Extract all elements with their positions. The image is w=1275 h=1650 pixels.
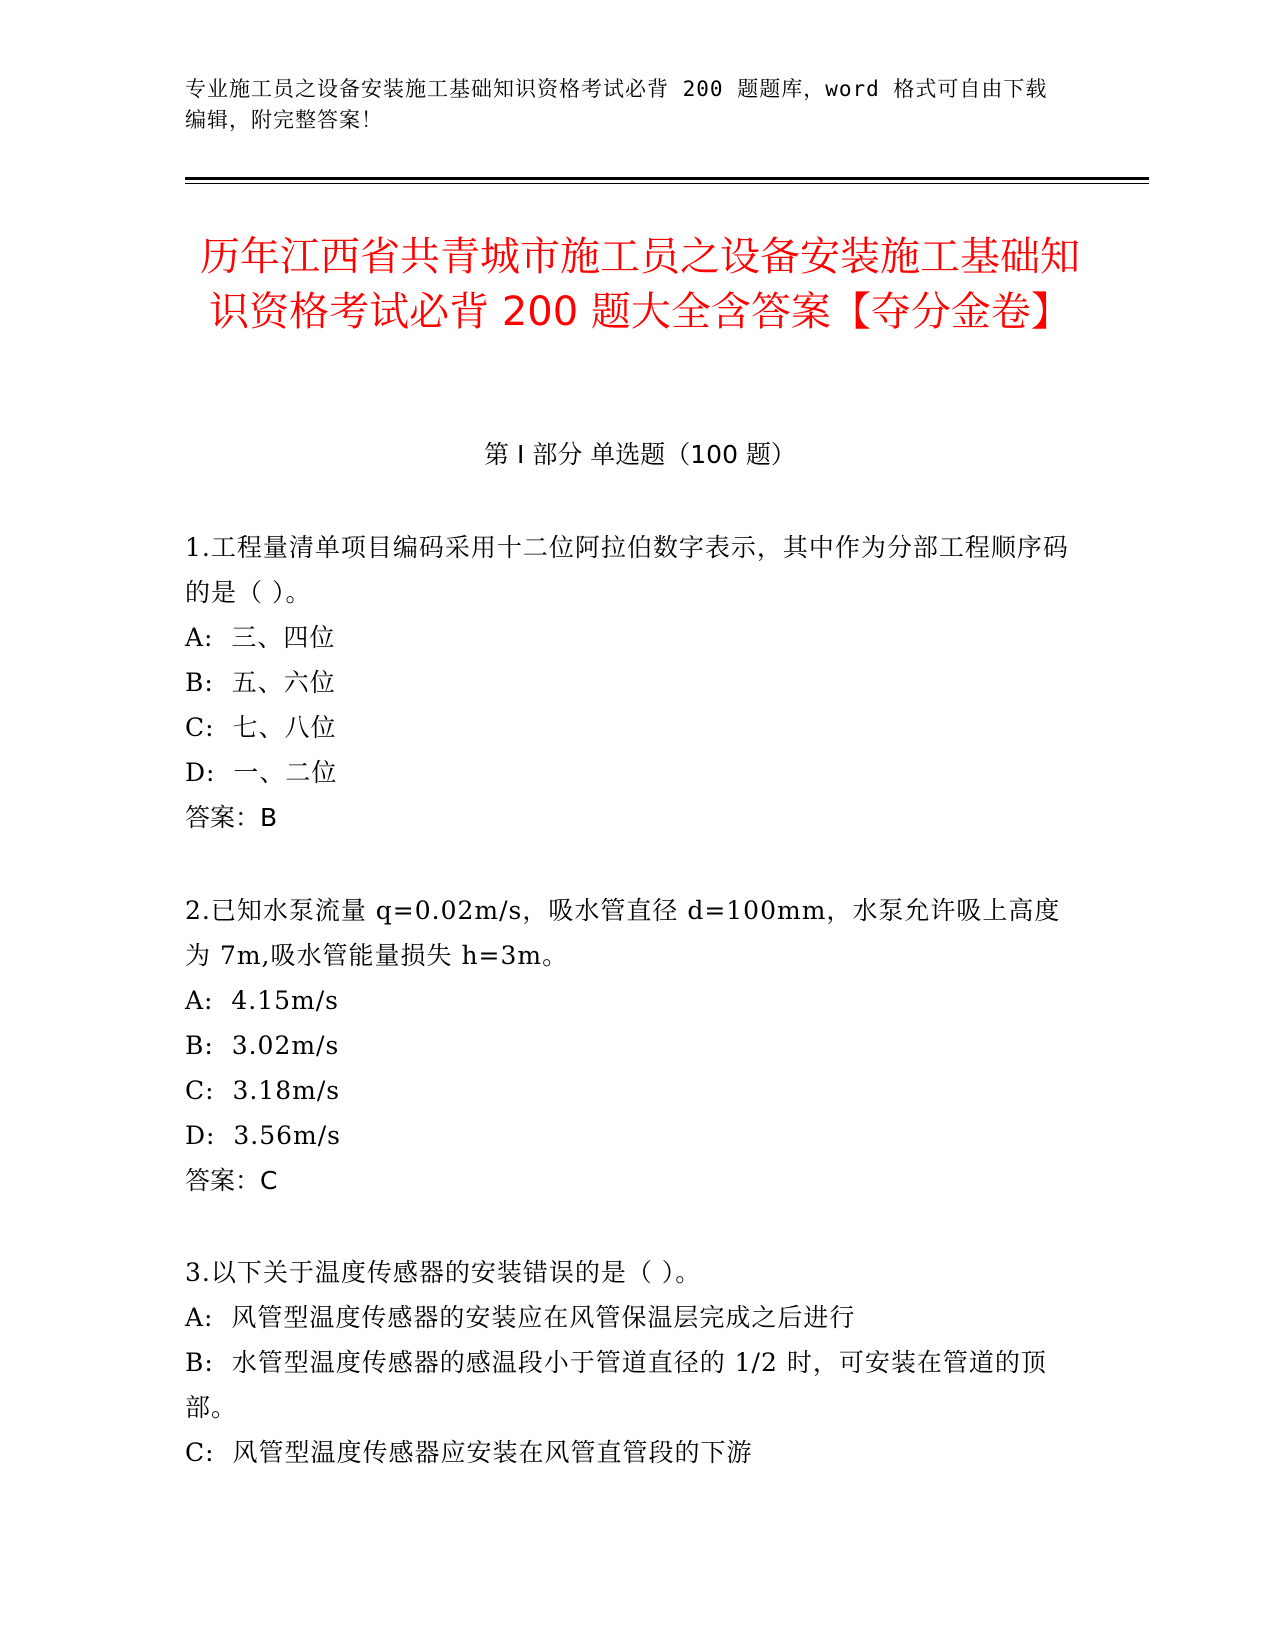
question-3 xyxy=(185,1250,1075,1475)
option-b: B: 水管型温度传感器的感温段小于管道直径的 1/2 时，可安装在管道的顶部。 xyxy=(185,1348,1047,1422)
option-b: B: 五、六位 xyxy=(185,668,336,697)
option-d: D: 一、二位 xyxy=(185,758,338,787)
question-2 xyxy=(185,888,1075,1203)
option-a: A: 三、四位 xyxy=(185,623,336,652)
question-1 xyxy=(185,525,1075,840)
section-heading: 第 I 部分 单选题（100 题） xyxy=(484,440,796,469)
option-a: A: 风管型温度传感器的安装应在风管保温层完成之后进行 xyxy=(185,1303,856,1332)
header-divider-thin xyxy=(185,183,1149,184)
header-note: 专业施工员之设备安装施工基础知识资格考试必背 200 题题库，word 格式可自由下载编辑，附完整答案！ xyxy=(185,77,1048,132)
question-stem: 3.以下关于温度传感器的安装错误的是（ ）。 xyxy=(185,1258,702,1287)
answer-line: 答案：C xyxy=(185,1166,278,1195)
option-c: C: 3.18m/s xyxy=(185,1076,341,1105)
question-stem: 1.工程量清单项目编码采用十二位阿拉伯数字表示，其中作为分部工程顺序码的是（ ）。 xyxy=(185,533,1069,607)
option-d: D: 3.56m/s xyxy=(185,1121,341,1150)
question-stem: 2.已知水泵流量 q=0.02m/s，吸水管直径 d=100mm，水泵允许吸上高度为 7m,吸水管能量损失 h=3m。 xyxy=(185,896,1061,970)
option-b: B: 3.02m/s xyxy=(185,1031,340,1060)
header-divider-thick xyxy=(185,177,1149,180)
option-a: A: 4.15m/s xyxy=(185,986,339,1015)
document-title: 历年江西省共青城市施工员之设备安装施工基础知识资格考试必背 200 题大全含答案【夺分金卷】 xyxy=(200,234,1080,335)
option-c: C: 风管型温度传感器应安装在风管直管段的下游 xyxy=(185,1438,753,1467)
option-c: C: 七、八位 xyxy=(185,713,337,742)
answer-line: 答案：B xyxy=(185,803,278,832)
